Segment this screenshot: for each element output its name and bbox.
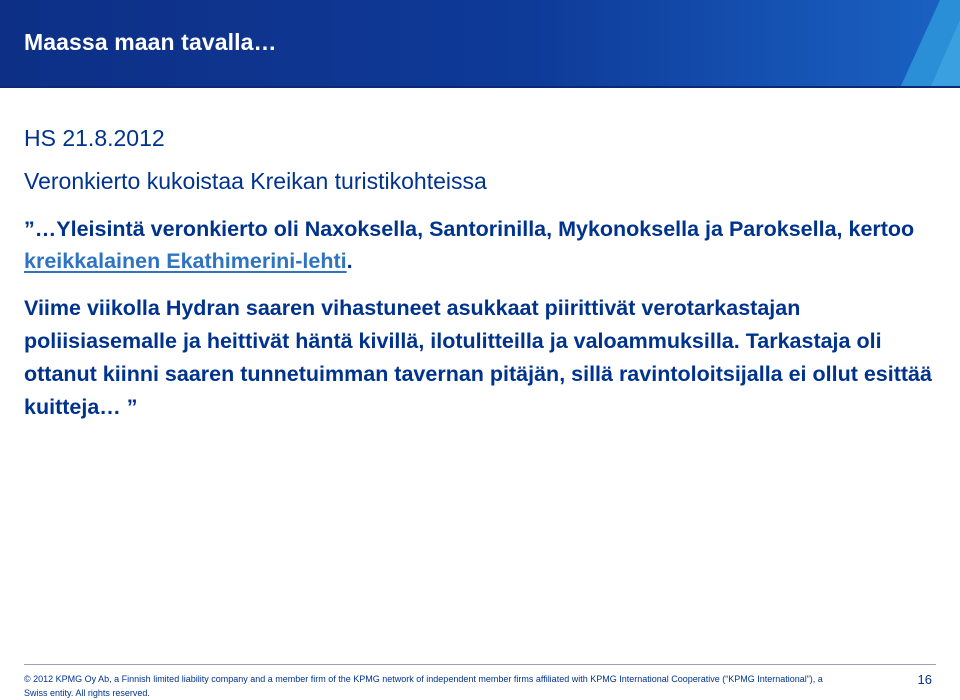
footer-divider [24,664,936,665]
title-banner [0,0,960,88]
footer-copyright: © 2012 KPMG Oy Ab, a Finnish limited liability company and a member firm of the KPMG network of independent member firms affiliated with KPMG International Cooperative (“KPMG International”), a Swiss entity. All rights reserved. [24,674,823,698]
article-body: Viime viikolla Hydran saaren vihastuneet asukkaat piirittivät verotarkastajan poliisiasemalle ja heittivät häntä kivillä, ilotulitteilla ja valoammuksilla. Tarkastaja oli ottanut kiinni saaren tunnetuimman tavernan pitäjän, sillä ravintoloitsijalla ei ollut esittää kuitteja… ” [24,296,932,419]
page-number: 16 [917,672,932,687]
lead-end: . [346,249,353,273]
article-headline: Veronkierto kukoistaa Kreikan turistikohteissa [24,168,487,194]
article-date: HS 21.8.2012 [24,125,165,151]
article-lead [24,213,924,277]
lead-text: ”…Yleisintä veronkierto oli Naxoksella, Santorinilla, Mykonoksella ja Paroksella, kertoo [24,217,915,241]
slide-title: Maassa maan tavalla… [24,29,277,55]
ekathimerini-link[interactable]: kreikkalainen Ekathimerini-lehti [24,249,347,273]
